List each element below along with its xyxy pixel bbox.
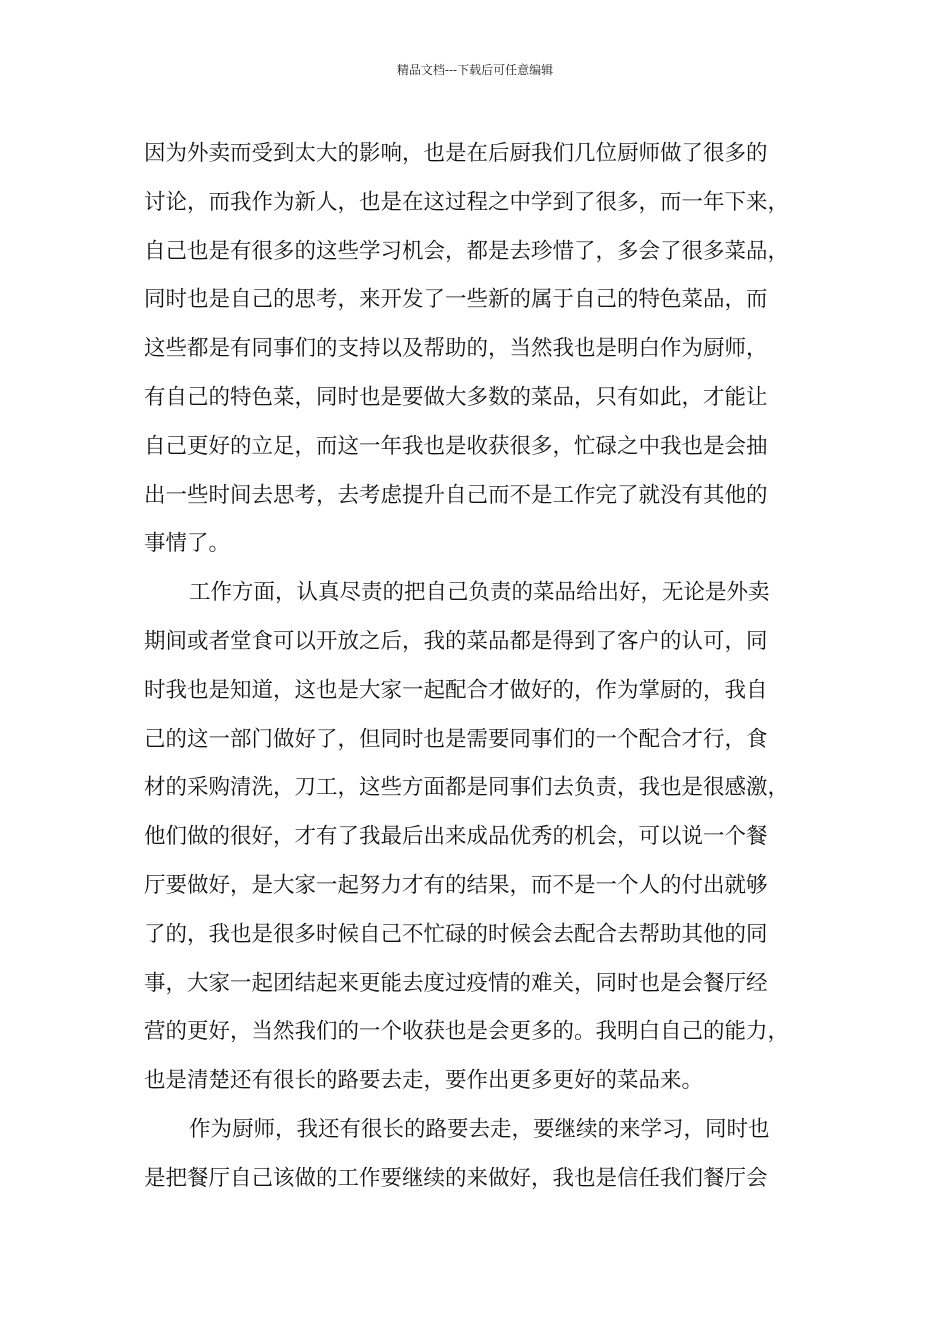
text-line: 因为外卖而受到太大的影响，也是在后厨我们几位厨师做了很多的 — [144, 141, 768, 166]
text-line: 材的采购清洗，刀工，这些方面都是同事们去负责，我也是很感激， — [144, 775, 790, 801]
page-header: 精品文档---下载后可任意编辑 — [396, 63, 554, 77]
text-line: 这些都是有同事们的支持以及帮助的，当然我也是明白作为厨师， — [144, 336, 768, 362]
text-line: 时我也是知道，这也是大家一起配合才做好的，作为掌厨的，我自 — [144, 677, 768, 703]
text-line: 也是清楚还有很长的路要去走，要作出更多更好的菜品来。 — [144, 1068, 704, 1094]
text-line: 期间或者堂食可以开放之后，我的菜品都是得到了客户的认可，同 — [144, 628, 768, 654]
text-line: 厅要做好，是大家一起努力才有的结果，而不是一个人的付出就够 — [144, 872, 768, 898]
text-line: 事，大家一起团结起来更能去度过疫情的难关，同时也是会餐厅经 — [144, 970, 768, 996]
paragraph-start-line: 作为厨师，我还有很长的路要去走，要继续的来学习，同时也 — [189, 1116, 770, 1142]
text-line: 出一些时间去思考，去考虑提升自己而不是工作完了就没有其他的 — [144, 482, 768, 508]
text-line: 他们做的很好，才有了我最后出来成品优秀的机会，可以说一个餐 — [144, 824, 768, 850]
text-line: 是把餐厅自己该做的工作要继续的来做好，我也是信任我们餐厅会 — [144, 1165, 768, 1191]
paragraph-start-line: 工作方面，认真尽责的把自己负责的菜品给出好，无论是外卖 — [189, 580, 770, 606]
text-line: 自己也是有很多的这些学习机会，都是去珍惜了，多会了很多菜品， — [144, 238, 790, 264]
body-text — [144, 130, 824, 1204]
text-line: 自己更好的立足，而这一年我也是收获很多，忙碌之中我也是会抽 — [144, 433, 768, 459]
text-line: 有自己的特色菜，同时也是要做大多数的菜品，只有如此，才能让 — [144, 384, 768, 410]
text-line: 了的，我也是很多时候自己不忙碌的时候会去配合去帮助其他的同 — [144, 921, 768, 947]
text-line: 事情了。 — [144, 531, 231, 557]
text-line: 同时也是自己的思考，来开发了一些新的属于自己的特色菜品，而 — [144, 287, 768, 313]
text-line: 讨论，而我作为新人，也是在这过程之中学到了很多，而一年下来， — [144, 189, 790, 215]
text-line: 营的更好，当然我们的一个收获也是会更多的。我明白自己的能力， — [144, 1019, 790, 1045]
text-line: 己的这一部门做好了，但同时也是需要同事们的一个配合才行，食 — [144, 726, 768, 752]
